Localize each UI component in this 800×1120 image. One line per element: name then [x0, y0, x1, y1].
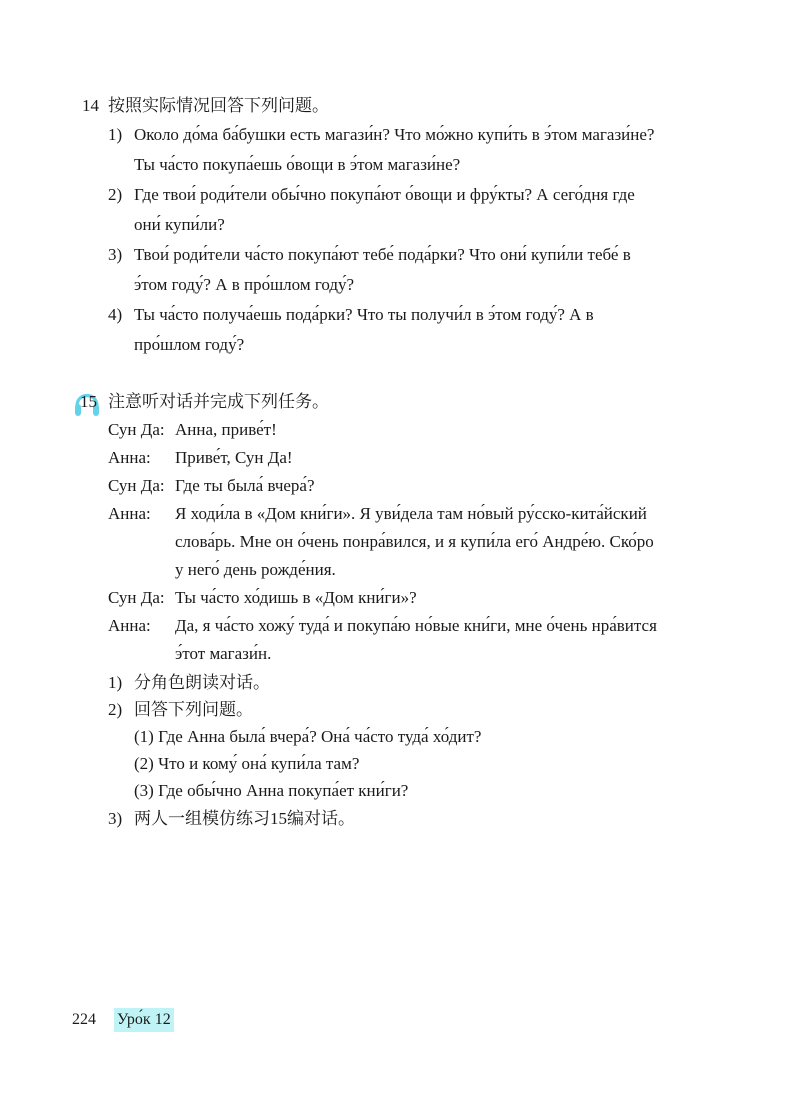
ex14-item-3-line-2: э́том году́? А в про́шлом году́?	[134, 275, 355, 294]
ex14-item-3-number: 3)	[108, 245, 123, 264]
dialogue-speaker: Сун Да:	[108, 420, 165, 439]
ex15-subquestion-1: (1) Где Анна была́ вчера́? Она́ ча́сто туда́ хо́дит?	[134, 727, 482, 746]
dialogue-line: Да, я ча́сто хожу́ туда́ и покупа́ю но́вые кни́ги, мне о́чень нра́вится	[175, 616, 657, 635]
ex14-item-4-line-1: Ты ча́сто получа́ешь пода́рки? Что ты получи́л в э́том году́? А в	[134, 305, 594, 324]
dialogue-line: Ты ча́сто хо́дишь в «Дом кни́ги»?	[175, 588, 417, 607]
exercise-14-number: 14	[82, 96, 99, 115]
ex14-item-4-number: 4)	[108, 305, 123, 324]
dialogue-speaker: Сун Да:	[108, 588, 165, 607]
page-number: 224	[72, 1011, 96, 1028]
dialogue-speaker: Сун Да:	[108, 476, 165, 495]
ex14-item-1-line-2: Ты ча́сто покупа́ешь о́вощи в э́том магази́не?	[134, 155, 461, 174]
ex14-item-2-number: 2)	[108, 185, 123, 204]
ex15-task-1-number: 1)	[108, 673, 123, 692]
dialogue-speaker: Анна:	[108, 504, 151, 523]
dialogue-speaker: Анна:	[108, 448, 151, 467]
ex15-task-1-text: 分角色朗读对话。	[134, 673, 270, 692]
dialogue-line: Приве́т, Сун Да!	[175, 448, 293, 467]
ex15-task-3-number: 3)	[108, 809, 123, 828]
dialogue-line: э́тот магази́н.	[175, 644, 272, 663]
ex15-task-2-text: 回答下列问题。	[134, 700, 253, 719]
ex15-task-3-text: 两人一组模仿练习15编对话。	[134, 809, 355, 828]
ex15-subquestion-2: (2) Что и кому́ она́ купи́ла там?	[134, 754, 360, 773]
dialogue-line: Где ты была́ вчера́?	[175, 476, 315, 495]
exercise-15-number: 15	[80, 392, 97, 411]
ex14-item-4-line-2: про́шлом году́?	[134, 335, 245, 354]
dialogue-line: Я ходи́ла в «Дом кни́ги». Я уви́дела там но́вый ру́сско-кита́йский	[175, 504, 647, 523]
exercise-15-instruction: 注意听对话并完成下列任务。	[108, 392, 329, 411]
ex15-task-2-number: 2)	[108, 700, 123, 719]
lesson-label: Уро́к 12	[114, 1008, 174, 1032]
dialogue-line: Анна, приве́т!	[175, 420, 277, 439]
exercise-14-instruction: 按照实际情况回答下列问题。	[108, 96, 329, 115]
dialogue-line: у него́ день рожде́ния.	[175, 560, 336, 579]
ex14-item-2-line-2: они́ купи́ли?	[134, 215, 225, 234]
ex15-subquestion-3: (3) Где обы́чно Анна покупа́ет кни́ги?	[134, 781, 409, 800]
ex14-item-3-line-1: Твои́ роди́тели ча́сто покупа́ют тебе́ пода́рки? Что они́ купи́ли тебе́ в	[134, 245, 631, 264]
dialogue-line: слова́рь. Мне он о́чень понра́вился, и я купи́ла его́ Андре́ю. Ско́ро	[175, 532, 654, 551]
ex14-item-2-line-1: Где твои́ роди́тели обы́чно покупа́ют о́вощи и фру́кты? А сего́дня где	[134, 185, 635, 204]
ex14-item-1-line-1: Около до́ма ба́бушки есть магази́н? Что мо́жно купи́ть в э́том магази́не?	[134, 125, 655, 144]
ex14-item-1-number: 1)	[108, 125, 123, 144]
dialogue-speaker: Анна:	[108, 616, 151, 635]
